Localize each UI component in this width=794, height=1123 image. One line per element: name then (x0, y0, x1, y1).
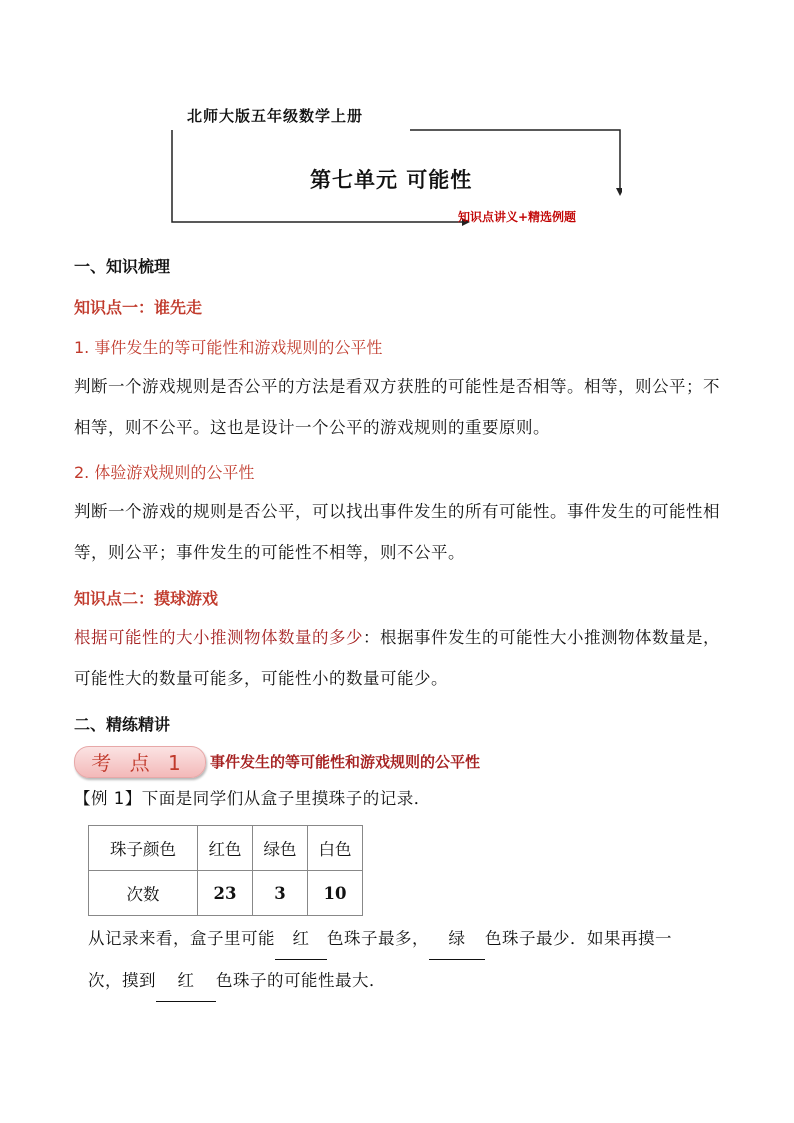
kp2-lead: 根据可能性的大小推测物体数量的多少 (74, 628, 363, 647)
table-header-cell: 绿色 (253, 826, 308, 871)
answer-text: 色珠子最多， (327, 929, 429, 948)
kp1-paragraph-1: 判断一个游戏规则是否公平的方法是看双方获胜的可能性是否相等。相等，则公平；不相等，则不公平。这也是设计一个公平的游戏规则的重要原则。 (74, 377, 720, 437)
section-1-title: 一、知识梳理 (74, 257, 171, 276)
book-title: 北师大版五年级数学上册 (183, 105, 367, 126)
knowledge-point-1-title: 知识点一：谁先走 (74, 298, 203, 317)
kp1-subheading-1: 1. 事件发生的等可能性和游戏规则的公平性 (74, 338, 383, 357)
table-row-label: 次数 (89, 871, 198, 916)
table-row (89, 871, 363, 916)
table-cell: 3 (253, 871, 308, 916)
example-intro-text: 下面是同学们从盒子里摸珠子的记录． (141, 789, 431, 808)
example-1-intro (74, 781, 431, 817)
example-label: 【例 1】 (74, 789, 142, 808)
answer-text: 从记录来看，盒子里可能 (88, 929, 275, 948)
kp1-subheading-2: 2. 体验游戏规则的公平性 (74, 463, 255, 482)
kp2-paragraph (74, 617, 724, 699)
answer-blank-1: 红 (275, 918, 327, 960)
answer-text: 次，摸到 (88, 971, 156, 990)
record-table (88, 825, 363, 916)
kp2-body: ：根据事件发生的可能性大小推测物体数量是，可能性大的数量可能多，可能性小的数量可能少。 (74, 628, 720, 688)
table-cell: 23 (198, 871, 253, 916)
topic-title: 事件发生的等可能性和游戏规则的公平性 (210, 753, 481, 771)
table-cell: 10 (308, 871, 363, 916)
example-1-answer (88, 918, 728, 1002)
answer-text: 色珠子的可能性最大． (216, 971, 386, 990)
knowledge-point-2-title: 知识点二：摸球游戏 (74, 589, 219, 608)
answer-blank-2: 绿 (429, 918, 485, 960)
answer-blank-3: 红 (156, 960, 216, 1002)
unit-title: 第七单元 可能性 (310, 167, 473, 192)
subtitle: 知识点讲义+精选例题 (458, 210, 577, 224)
table-header-cell: 红色 (198, 826, 253, 871)
table-header-cell: 珠子颜色 (89, 826, 198, 871)
kp1-paragraph-2: 判断一个游戏的规则是否公平，可以找出事件发生的所有可能性。事件发生的可能性相等，则公平；事件发生的可能性不相等，则不公平。 (74, 502, 720, 562)
topic-badge-label: 考 点 1 (91, 751, 187, 775)
table-row (89, 826, 363, 871)
answer-text: 色珠子最少．如果再摸一 (485, 929, 672, 948)
section-2-title: 二、精练精讲 (74, 715, 171, 734)
table-header-cell: 白色 (308, 826, 363, 871)
